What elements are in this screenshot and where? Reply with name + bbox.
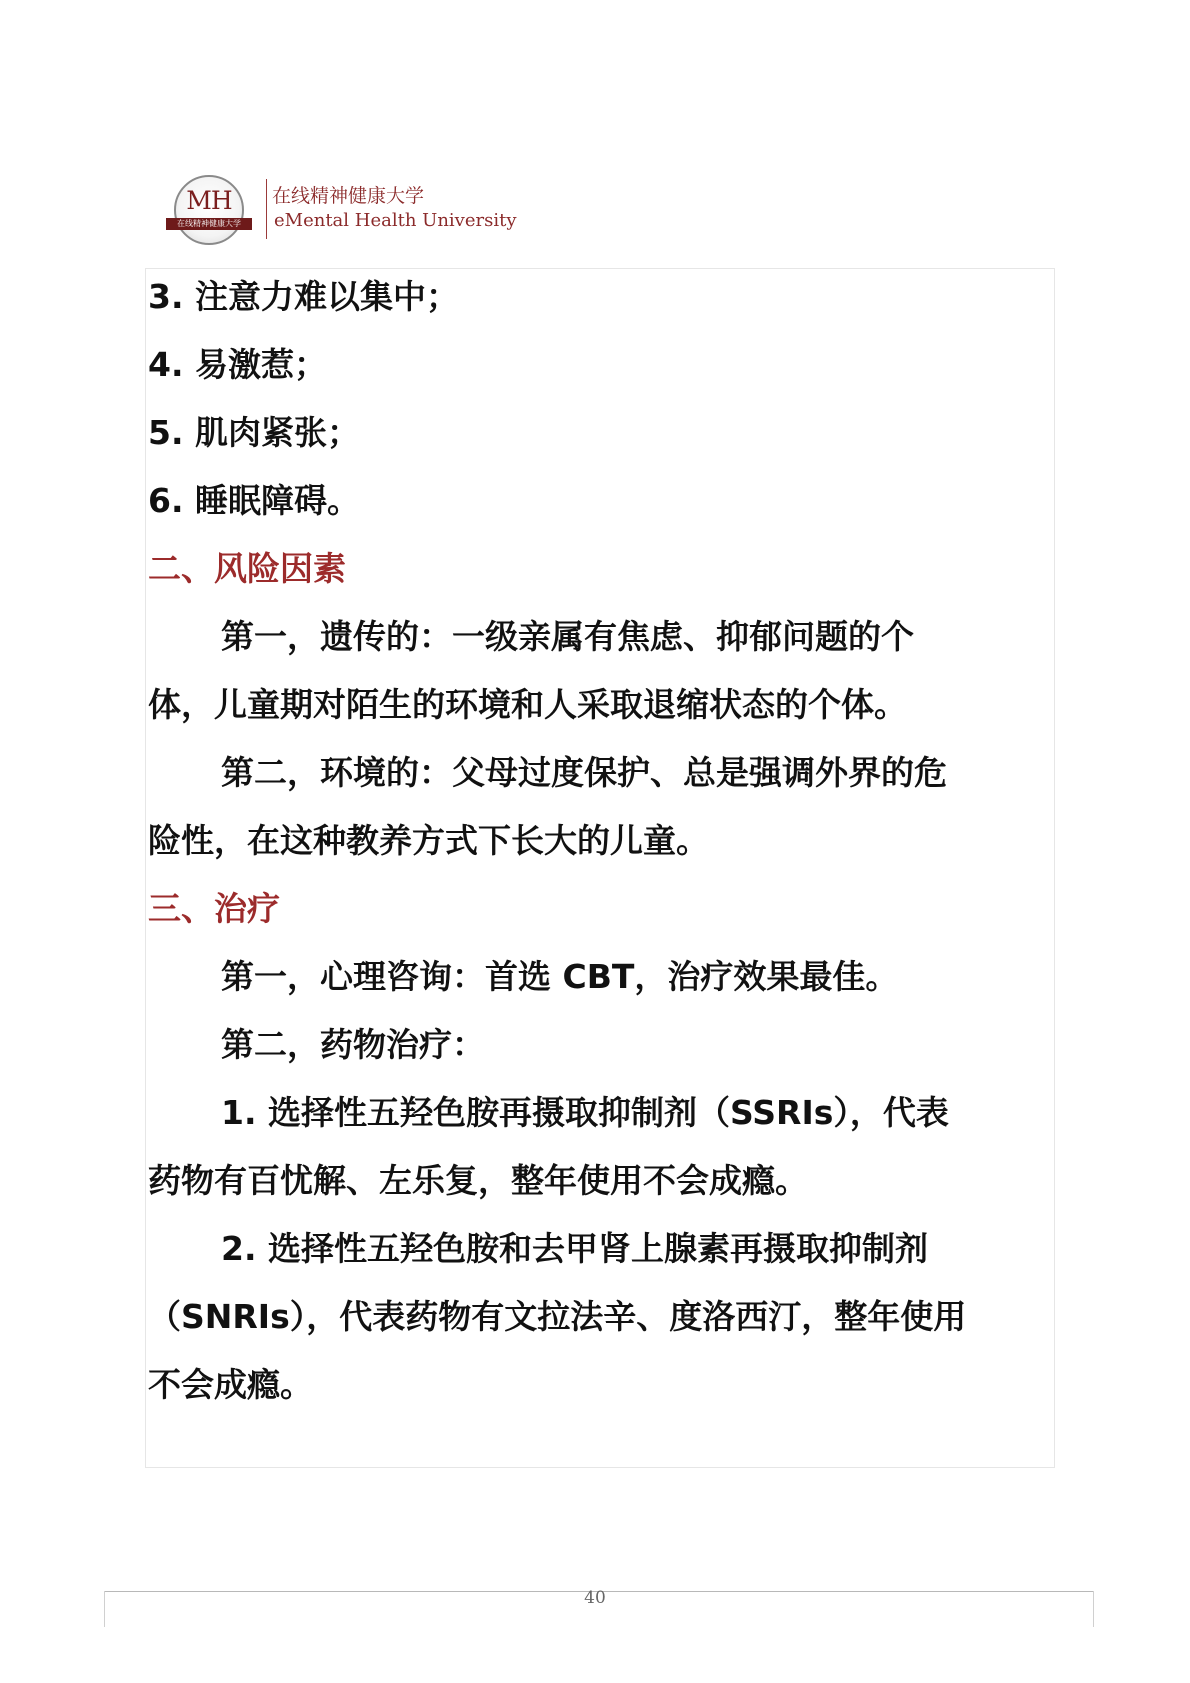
paragraph-genetic-line-1: 第一，遗传的：一级亲属有焦虑、抑郁问题的个 (221, 617, 914, 656)
paragraph-environment-line-1: 第二，环境的：父母过度保护、总是强调外界的危 (221, 753, 947, 792)
logo-seal-ribbon: 在线精神健康大学 (166, 218, 252, 230)
section-heading-risk-factors: 二、风险因素 (148, 549, 346, 588)
list-item-symptom-6: 6. 睡眠障碍。 (148, 481, 360, 520)
logo-seal-mark: MH (186, 186, 232, 215)
paragraph-genetic-line-2: 体，儿童期对陌生的环境和人采取退缩状态的个体。 (148, 685, 907, 724)
university-logo (170, 173, 517, 253)
paragraph-ssri-line-1: 1. 选择性五羟色胺再摄取抑制剂（SSRIs），代表 (221, 1093, 949, 1132)
logo-seal-icon (174, 175, 244, 245)
section-heading-treatment: 三、治疗 (148, 889, 280, 928)
logo-name-english: eMental Health University (274, 210, 517, 231)
list-item-symptom-3: 3. 注意力难以集中； (148, 277, 459, 316)
paragraph-environment-line-2: 险性，在这种教养方式下长大的儿童。 (148, 821, 709, 860)
logo-divider (266, 179, 267, 239)
paragraph-medication-title: 第二，药物治疗： (221, 1025, 485, 1064)
list-item-symptom-4: 4. 易激惹； (148, 345, 327, 384)
paragraph-snri-line-3: 不会成瘾。 (148, 1365, 313, 1404)
paragraph-snri-line-2: （SNRIs），代表药物有文拉法辛、度洛西汀，整年使用 (148, 1297, 967, 1336)
logo-name-chinese: 在线精神健康大学 (272, 185, 425, 207)
page-number: 40 (584, 1588, 606, 1608)
paragraph-ssri-line-2: 药物有百忧解、左乐复，整年使用不会成瘾。 (148, 1161, 808, 1200)
paragraph-counseling: 第一，心理咨询：首选 CBT，治疗效果最佳。 (221, 957, 899, 996)
paragraph-snri-line-1: 2. 选择性五羟色胺和去甲肾上腺素再摄取抑制剂 (221, 1229, 928, 1268)
list-item-symptom-5: 5. 肌肉紧张； (148, 413, 360, 452)
